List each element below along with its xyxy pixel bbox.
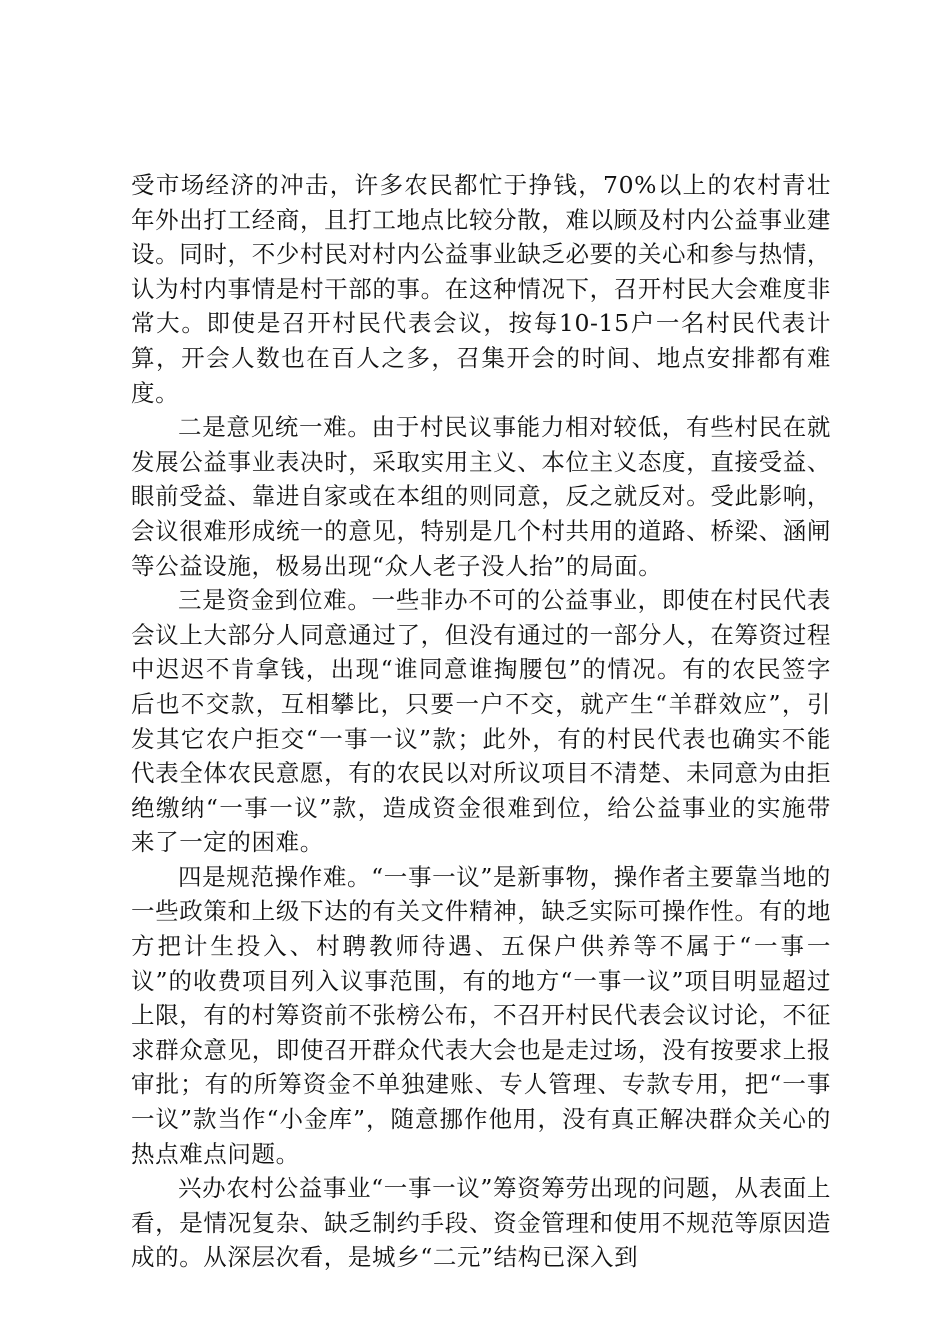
paragraph-funding-difficulty: 三是资金到位难。一些非办不可的公益事业，即使在村民代表会议上大部分人同意通过了，但没有通过的一部分人，在筹资过程中迟迟不肯拿钱，出现“谁同意谁掏腰包”的情况。有的农民签字后也不交款，互相攀比，只要一户不交，就产生“羊群效应”，引发其它农户拒交“一事一议”款；此外，有的村民代表也确实不能代表全体农民意愿，有的农民以对所议项目不清楚、未同意为由拒绝缴纳“一事一议”款，造成资金很难到位，给公益事业的实施带来了一定的困难。	[131, 586, 831, 857]
document-body	[131, 168, 831, 1275]
paragraph-continuation: 受市场经济的冲击，许多农民都忙于挣钱，70%以上的农村青壮年外出打工经商，且打工地点比较分散，难以顾及村内公益事业建设。同时，不少村民对村内公益事业缺乏必要的关心和参与热情，认为村内事情是村干部的事。在这种情况下，召开村民大会难度非常大。即使是召开村民代表会议，按每10-15户一名村民代表计算，开会人数也在百人之多，召集开会的时间、地点安排都有难度。	[131, 171, 831, 407]
paragraph-standard-operation: 四是规范操作难。“一事一议”是新事物，操作者主要靠当地的一些政策和上级下达的有关文件精神，缺乏实际可操作性。有的地方把计生投入、村聘教师待遇、五保户供养等不属于“一事一议”的收费项目列入议事范围，有的地方“一事一议”项目明显超过上限，有的村筹资前不张榜公布，不召开村民代表会议讨论，不征求群众意见，即使召开群众代表大会也是走过场，没有按要求上报审批；有的所筹资金不单独建账、专人管理、专款专用，把“一事一议”款当作“小金库”，随意挪作他用，没有真正解决群众关心的热点难点问题。	[131, 862, 831, 1168]
paragraph-problem-analysis: 兴办农村公益事业“一事一议”筹资筹劳出现的问题，从表面上看，是情况复杂、缺乏制约手段、资金管理和使用不规范等原因造成的。从深层次看，是城乡“二元”结构已深入到	[131, 1174, 831, 1272]
paragraph-opinion-unification: 二是意见统一难。由于村民议事能力相对较低，有些村民在就发展公益事业表决时，采取实用主义、本位主义态度，直接受益、眼前受益、靠进自家或在本组的则同意，反之就反对。受此影响，会议很难形成统一的意见，特别是几个村共用的道路、桥梁、涵闸等公益设施，极易出现“众人老子没人抬”的局面。	[131, 413, 831, 580]
